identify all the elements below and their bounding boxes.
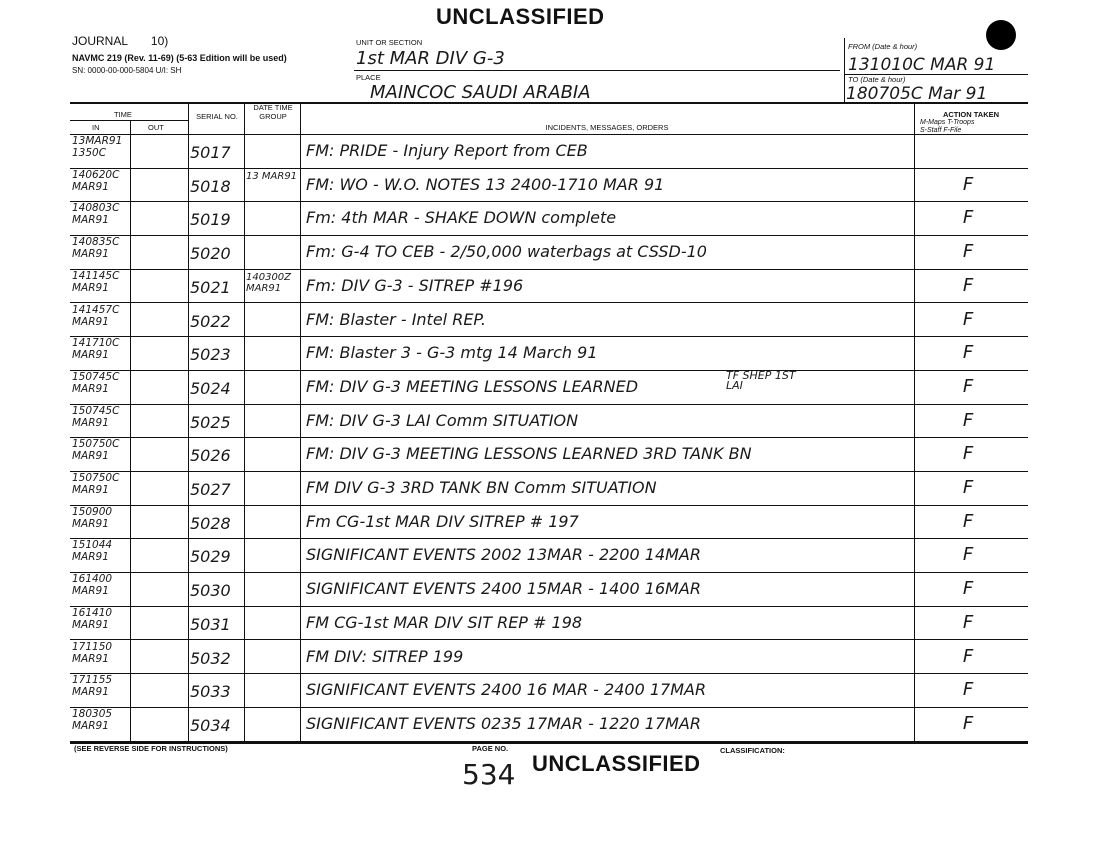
time-in: 13MAR91 1350C [72, 135, 123, 159]
serial-number: 5021 [190, 277, 231, 297]
form-title-block [72, 34, 168, 48]
table-row [70, 405, 1028, 439]
time-in: 180305 MAR91 [72, 707, 113, 732]
time-in: 161410 MAR91 [72, 606, 113, 631]
incident-text: SIGNIFICANT EVENTS 2400 15MAR - 1400 16MAR [306, 579, 701, 599]
action-taken: F [962, 443, 974, 465]
serial-number: 5018 [190, 176, 231, 196]
time-in: 151044 MAR91 [72, 539, 113, 564]
action-taken: F [962, 679, 974, 701]
serial-number: 5029 [190, 547, 231, 567]
table-row [70, 607, 1028, 641]
action-taken: F [962, 342, 974, 364]
action-taken: F [962, 712, 974, 734]
incident-text: Fm CG-1st MAR DIV SITREP # 197 [306, 511, 579, 531]
col-dtg: DATE TIME GROUP [253, 103, 293, 121]
unit-label: UNIT OR SECTION [356, 38, 423, 47]
from-label: FROM (Date & hour) [848, 42, 918, 51]
incident-text: FM: DIV G-3 LAI Comm SITUATION [306, 410, 579, 430]
table-row [70, 539, 1028, 573]
serial-number: 5020 [190, 244, 231, 264]
incident-note: TF SHEP 1ST LAI [726, 368, 796, 392]
table-row [70, 368, 1028, 405]
incident-text: FM DIV G-3 3RD TANK BN Comm SITUATION [306, 478, 657, 497]
serial-number: 5034 [190, 715, 231, 735]
time-in: 161400 MAR91 [72, 573, 113, 598]
action-taken: F [962, 274, 974, 296]
footer-instructions: (SEE REVERSE SIDE FOR INSTRUCTIONS) [74, 744, 228, 753]
time-in: 141145C MAR91 [72, 269, 120, 294]
hole-punch-mark [986, 20, 1016, 50]
form-number: NAVMC 219 (Rev. 11-69) (5-63 Edition will be used) [72, 53, 287, 63]
serial-number: 5028 [190, 513, 231, 533]
incident-text: SIGNIFICANT EVENTS 2002 13MAR - 2200 14MAR [306, 545, 701, 565]
time-in: 150745C MAR91 [72, 370, 120, 395]
incident-text: Fm: DIV G-3 - SITREP #196 [306, 275, 524, 295]
to-value: 180705C Mar 91 [846, 84, 988, 104]
time-in: 150745C MAR91 [72, 404, 120, 429]
incident-text: FM: DIV G-3 MEETING LESSONS LEARNED 3RD TANK BN [306, 444, 752, 464]
time-in: 141457C MAR91 [72, 303, 120, 328]
table-row [70, 202, 1028, 236]
table-row [70, 236, 1028, 270]
table-row [70, 506, 1028, 540]
time-in: 150750C MAR91 [72, 472, 120, 496]
time-in: 140803C MAR91 [72, 202, 120, 227]
col-action-legend-1: M-Maps T-Troops [920, 119, 975, 126]
page-number: 534 [462, 758, 516, 791]
date-time-group: 140300Z MAR91 [246, 271, 292, 294]
incident-text: FM: DIV G-3 MEETING LESSONS LEARNED TF SHEP 1ST LAI [306, 368, 796, 396]
col-out: OUT [148, 123, 164, 132]
serial-number: 5033 [190, 682, 231, 702]
col-action-legend-2: S-Staff F-File [920, 127, 962, 134]
form-title-suffix: 10) [150, 34, 169, 48]
incident-text: FM CG-1st MAR DIV SIT REP # 198 [306, 612, 583, 632]
serial-number: 5026 [190, 446, 231, 466]
table-row [70, 337, 1028, 371]
action-taken: F [962, 241, 974, 263]
classification-label: CLASSIFICATION: [720, 746, 785, 755]
serial-number: 5025 [190, 412, 231, 432]
time-in: 171155 MAR91 [72, 674, 113, 699]
action-taken: F [962, 409, 974, 431]
action-taken: F [962, 510, 974, 532]
col-serial: SERIAL NO. [196, 112, 238, 121]
place-label: PLACE [356, 73, 381, 82]
time-in: 150750C MAR91 [72, 438, 120, 463]
incident-text: SIGNIFICANT EVENTS 0235 17MAR - 1220 17MAR [306, 713, 701, 733]
action-taken: F [962, 611, 974, 633]
table-row [70, 472, 1028, 506]
unit-value: 1st MAR DIV G-3 [356, 48, 505, 69]
time-in: 171150 MAR91 [72, 640, 113, 665]
action-taken: F [962, 544, 974, 566]
serial-number: 5031 [190, 614, 231, 634]
table-row [70, 438, 1028, 472]
table-row [70, 270, 1028, 304]
table-row [70, 674, 1028, 708]
form-title: JOURNAL [72, 34, 128, 48]
action-taken: F [962, 477, 974, 498]
action-taken: F [962, 207, 974, 229]
incident-text: Fm: G-4 TO CEB - 2/50,000 waterbags at CSSD-10 [306, 242, 707, 262]
table-row [70, 573, 1028, 607]
serial-number: 5024 [190, 378, 231, 398]
time-in: 141710C MAR91 [72, 337, 120, 362]
time-in: 150900 MAR91 [72, 505, 113, 530]
col-action: ACTION TAKEN [942, 110, 1000, 119]
table-row [70, 304, 1028, 338]
action-taken: F [962, 578, 974, 600]
serial-number: 5017 [190, 143, 231, 162]
place-value: MAINCOC SAUDI ARABIA [370, 82, 591, 103]
time-in: 140620C MAR91 [72, 168, 120, 193]
incident-text: FM: Blaster 3 - G-3 mtg 14 March 91 [306, 343, 598, 363]
to-label: TO (Date & hour) [848, 75, 906, 84]
serial-number: 5027 [190, 480, 231, 499]
action-taken: F [962, 645, 974, 667]
serial-number: 5022 [190, 311, 231, 331]
incident-text: FM: WO - W.O. NOTES 13 2400-1710 MAR 91 [306, 174, 665, 194]
action-taken: F [962, 308, 974, 330]
serial-number: 5023 [190, 345, 231, 365]
incident-text: FM: PRIDE - Injury Report from CEB [306, 141, 588, 160]
action-taken: F [962, 375, 974, 397]
incident-text: FM: Blaster - Intel REP. [306, 309, 486, 329]
col-in: IN [92, 123, 100, 132]
col-incidents: INCIDENTS, MESSAGES, ORDERS [545, 123, 669, 132]
stock-number: SN: 0000-00-000-5804 U/I: SH [72, 66, 182, 75]
classification-bottom: UNCLASSIFIED [532, 751, 701, 776]
incident-text: SIGNIFICANT EVENTS 2400 16 MAR - 2400 17MAR [306, 680, 707, 700]
classification-top: UNCLASSIFIED [436, 4, 605, 29]
page-label: PAGE NO. [472, 744, 509, 753]
table-row [70, 708, 1028, 742]
table-row [70, 169, 1028, 203]
date-time-group: 13 MAR91 [246, 170, 298, 182]
table-row [70, 641, 1028, 675]
time-in: 140835C MAR91 [72, 236, 120, 261]
serial-number: 5032 [190, 648, 231, 668]
col-time: TIME [114, 110, 132, 119]
incident-text: FM DIV: SITREP 199 [306, 646, 464, 666]
from-value: 131010C MAR 91 [848, 55, 996, 75]
action-taken: F [962, 173, 974, 195]
serial-number: 5019 [190, 210, 231, 230]
serial-number: 5030 [190, 581, 231, 601]
table-row [70, 135, 1028, 169]
row-divider [70, 741, 1028, 742]
incident-text: Fm: 4th MAR - SHAKE DOWN complete [306, 208, 617, 228]
